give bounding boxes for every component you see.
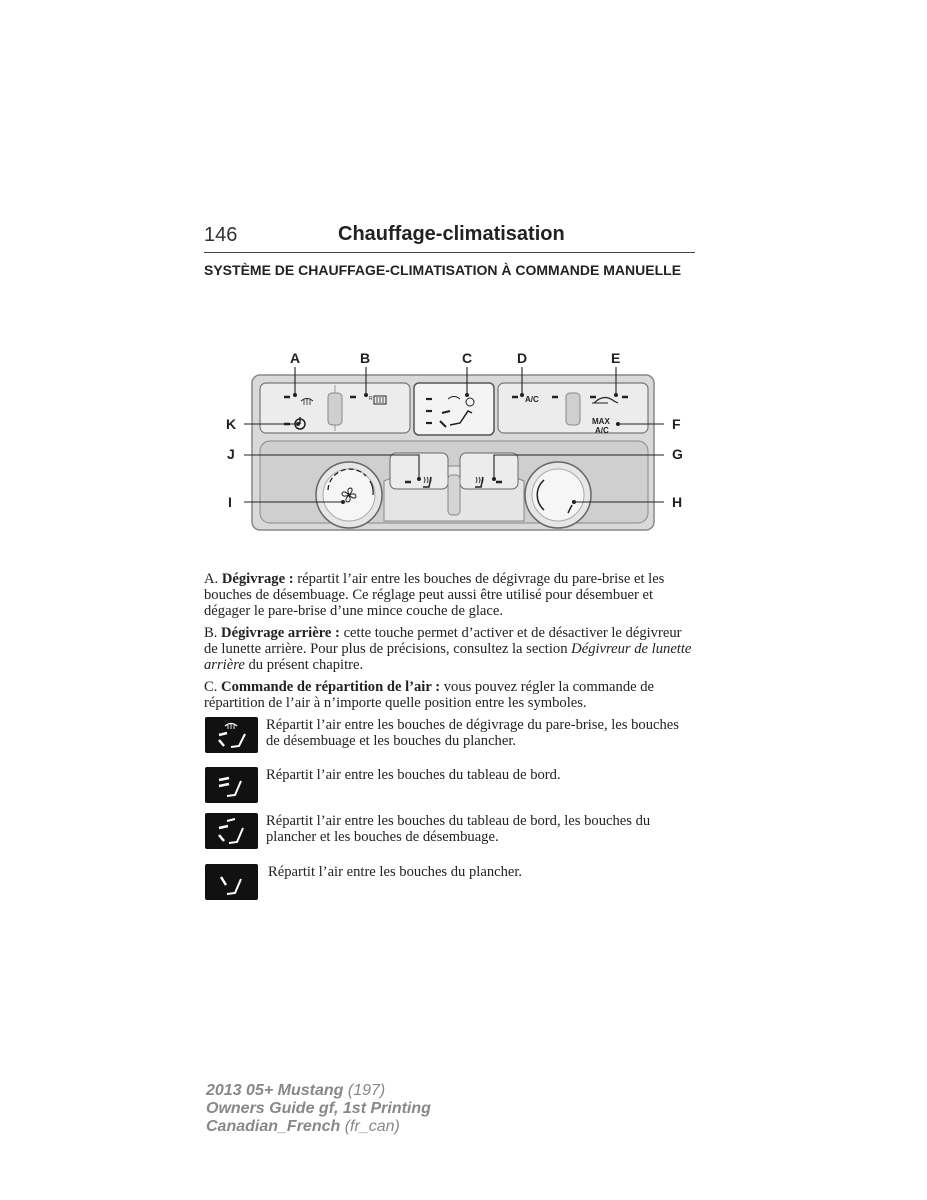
fan-speed-knob bbox=[316, 462, 382, 528]
paragraph-c: C. Commande de répartition de l’air : vous pouvez régler la commande de répartition de l’air à n’importe quelle position entre les symboles. bbox=[204, 679, 655, 711]
chapter-title: Chauffage-climatisation bbox=[338, 223, 565, 245]
paragraph-b: B. Dégivrage arrière : cette touche permet d’activer et de désactiver le dégivreur de lunette arrière. Pour plus de précisions, consultez la section Dégivreur de lunette arrière du présent chapitre. bbox=[204, 625, 692, 673]
panel-vent-icon bbox=[205, 767, 258, 803]
panel-floor-defog-icon bbox=[205, 813, 258, 849]
term-rear-defrost: Dégivrage arrière : bbox=[221, 625, 340, 641]
temperature-knob bbox=[525, 462, 591, 528]
svg-text:R: R bbox=[369, 396, 373, 402]
paragraph-a: A. Dégivrage : répartit l’air entre les bouches de dégivrage du pare-brise et les bouches de désembuage. Ce réglage peut aussi être utilisé pour désembuer et dégager le pare-brise d’une mince couche de glace. bbox=[204, 571, 665, 619]
page-number: 146 bbox=[204, 224, 238, 246]
mode-text-3: Répartit l’air entre les bouches du tableau de bord, les bouches du plancher et les bouches de désembuage. bbox=[266, 813, 651, 845]
distribution-knob-housing bbox=[414, 383, 494, 435]
callout-k: K bbox=[226, 416, 237, 432]
ac-button-label: A/C bbox=[525, 395, 539, 404]
callout-e: E bbox=[611, 350, 621, 366]
term-air-distribution: Commande de répartition de l’air : bbox=[221, 679, 441, 695]
floor-vent-icon bbox=[205, 864, 258, 900]
callout-g: G bbox=[672, 446, 683, 462]
mode-text-2: Répartit l’air entre les bouches du tableau de bord. bbox=[266, 767, 561, 783]
mode-text-1: Répartit l’air entre les bouches de dégivrage du pare-brise, les bouches de désembuage et les bouches du plancher. bbox=[266, 717, 679, 749]
windshield-floor-defrost-icon bbox=[205, 717, 258, 753]
page-header bbox=[204, 222, 695, 253]
page-footer: 2013 05+ Mustang (197) Owners Guide gf, 1st Printing Canadian_French (fr_can) bbox=[206, 1082, 431, 1135]
callout-j: J bbox=[227, 446, 235, 462]
callout-b: B bbox=[360, 350, 371, 366]
callout-i: I bbox=[228, 494, 232, 510]
mode-text-4: Répartit l’air entre les bouches du plancher. bbox=[268, 864, 523, 880]
term-defrost: Dégivrage : bbox=[221, 571, 294, 587]
callout-c: C bbox=[462, 350, 473, 366]
callout-f: F bbox=[672, 416, 681, 432]
section-title: SYSTÈME DE CHAUFFAGE-CLIMATISATION À COMMANDE MANUELLE bbox=[204, 262, 682, 278]
max-ac-label-top: MAX bbox=[592, 417, 610, 426]
callout-d: D bbox=[517, 350, 528, 366]
max-ac-label-bottom: A/C bbox=[595, 426, 609, 435]
callout-a: A bbox=[290, 350, 301, 366]
callout-h: H bbox=[672, 494, 683, 510]
cross-reference: Dégivreur de lunette arrière bbox=[204, 641, 692, 673]
climate-control-diagram bbox=[214, 345, 694, 540]
